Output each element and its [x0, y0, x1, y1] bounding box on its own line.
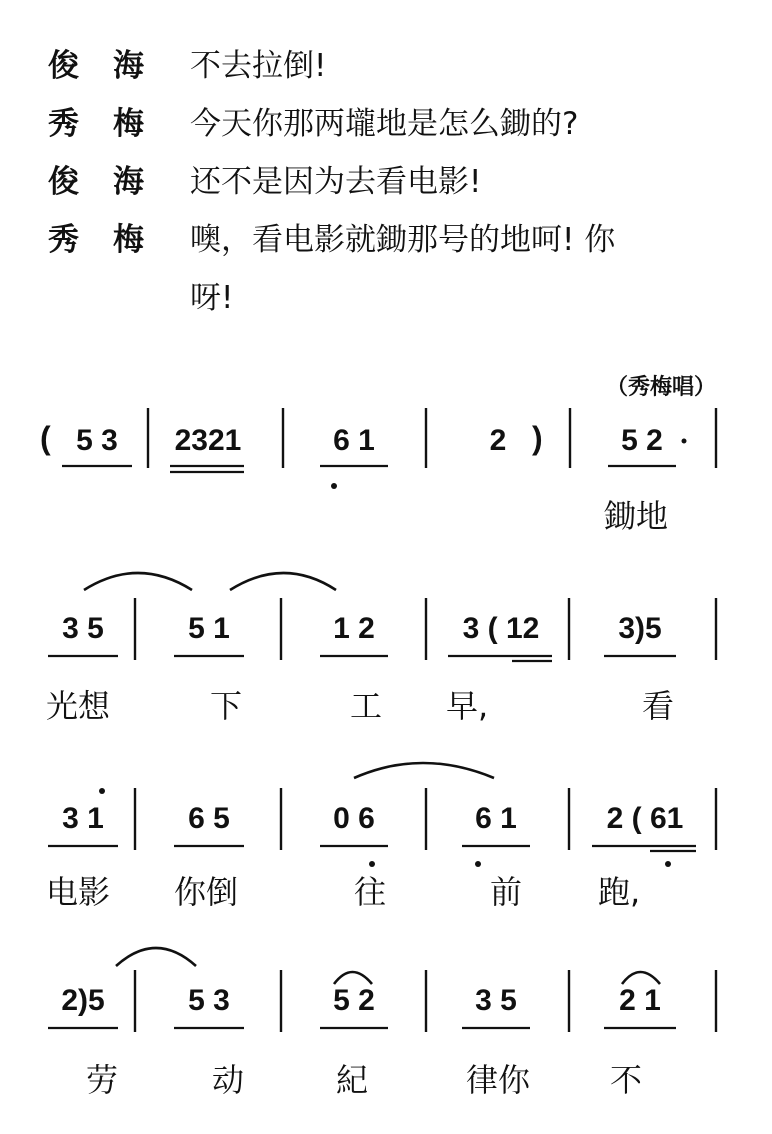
dialogue-continuation: 呀!	[190, 280, 234, 316]
lyric-4e: 不	[610, 1061, 643, 1099]
measure-4-1: 2)5	[61, 984, 105, 1017]
lyric-3e: 跑,	[598, 873, 641, 911]
dialogue-text: 不去拉倒!	[190, 48, 327, 84]
speaker-name: 俊海	[48, 164, 178, 200]
measure-1-1: 5 3	[76, 424, 118, 457]
measure-2-2: 5 1	[188, 612, 230, 645]
measure-3-4: 6 1	[475, 802, 517, 835]
lyric-2c: 工	[350, 687, 383, 725]
measure-4-5: 2 1	[619, 984, 661, 1017]
lyric-3d: 前	[490, 873, 523, 911]
dialogue-text: 噢，看电影就鋤那号的地呵! 你	[190, 222, 616, 258]
lyric-2a: 光想	[46, 687, 111, 725]
measure-2-4: 3 ( 12	[462, 612, 540, 645]
measure-1-5: 5 2	[621, 424, 663, 457]
measure-2-1: 3 5	[62, 612, 104, 645]
measure-3-1: 3 1	[62, 802, 104, 835]
measure-4-2: 5 3	[188, 984, 230, 1017]
measure-1-4: 2	[489, 424, 507, 457]
dialogue-text: 今天你那两壠地是怎么鋤的?	[190, 106, 579, 142]
measure-3-2: 6 5	[188, 802, 230, 835]
lyric-4b: 动	[212, 1061, 245, 1099]
lyric-3a: 电影	[46, 873, 111, 911]
lyric-4d: 律你	[466, 1061, 531, 1099]
measure-1-2: 2321	[174, 424, 242, 457]
lyric-4a: 劳	[86, 1061, 119, 1099]
speaker-name: 秀梅	[48, 222, 178, 258]
lyric-2d: 早,	[446, 687, 489, 725]
lyric-2b: 下	[210, 687, 243, 725]
lyric-2e: 看	[642, 687, 675, 725]
measure-1-3: 6 1	[333, 424, 375, 457]
lyric-4c: 紀	[336, 1061, 369, 1099]
measure-4-3: 5 2	[333, 984, 375, 1017]
measure-2-5: 3)5	[618, 612, 662, 645]
dialogue-text: 还不是因为去看电影!	[190, 164, 482, 200]
lyric-3c: 往	[354, 873, 387, 911]
lyric-3b: 你倒	[174, 873, 239, 911]
speaker-name: 秀梅	[48, 106, 178, 142]
open-paren: (	[40, 420, 51, 456]
measure-3-3: 0 6	[333, 802, 375, 835]
speaker-name: 俊海	[48, 48, 178, 84]
lyric-1: 鋤地	[604, 497, 669, 535]
measure-4-4: 3 5	[475, 984, 517, 1017]
close-paren: )	[532, 420, 543, 456]
measure-2-3: 1 2	[333, 612, 375, 645]
measure-3-5: 2 ( 61	[606, 802, 684, 835]
singer-note: （秀梅唱）	[606, 375, 717, 400]
